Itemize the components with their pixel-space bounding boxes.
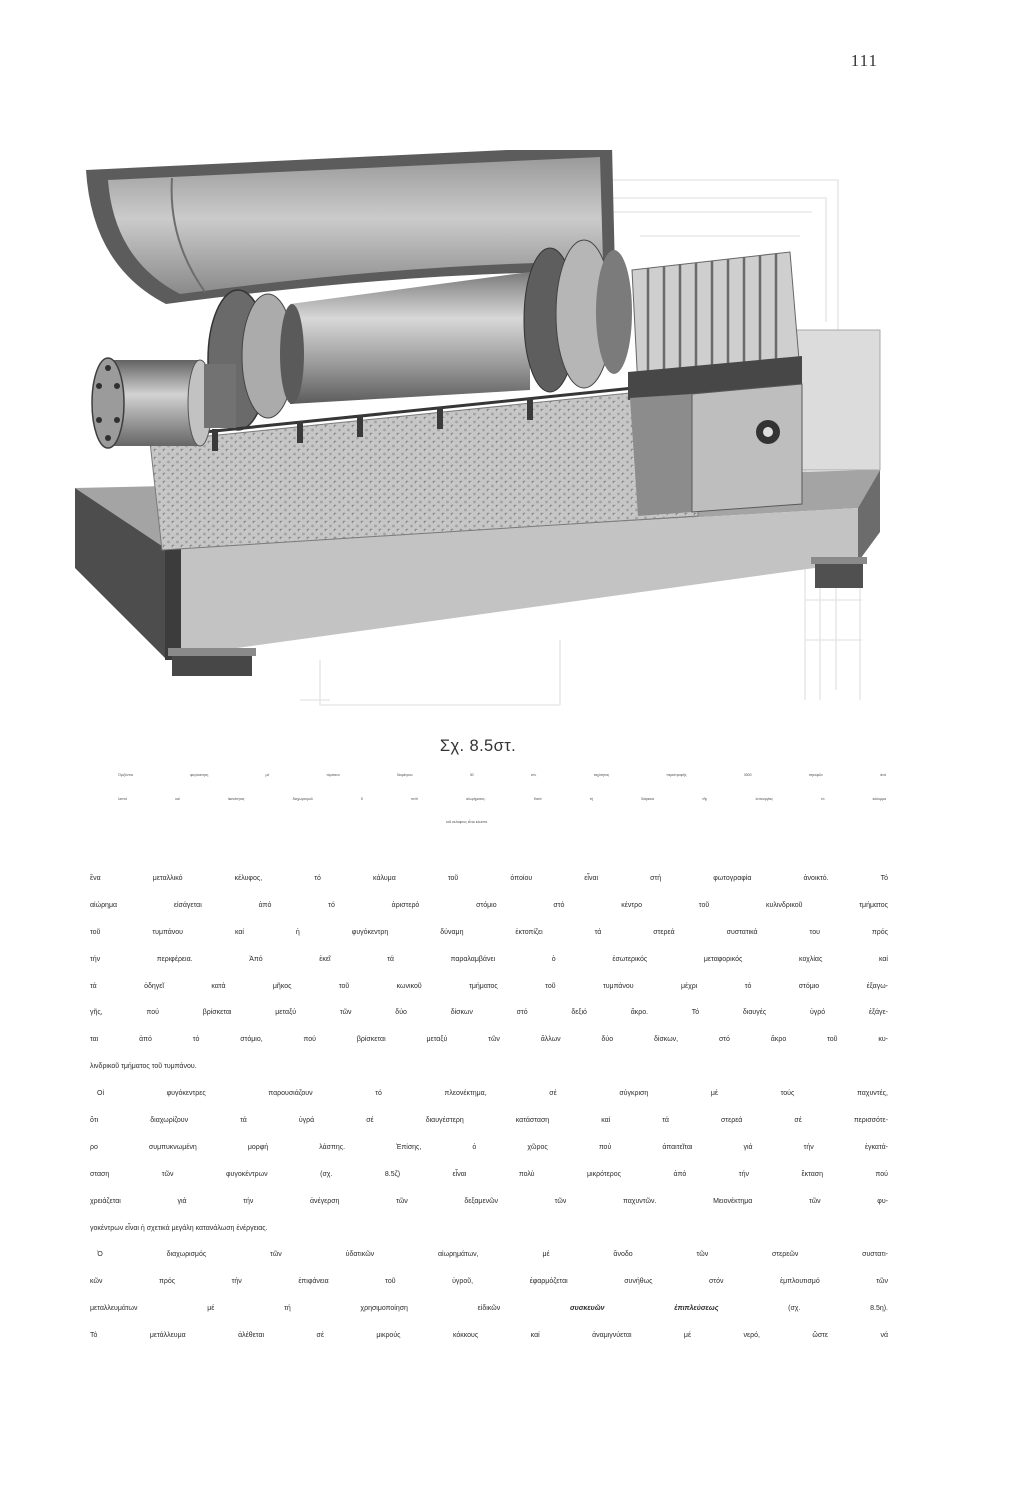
foot-left: [172, 654, 252, 676]
flange-bolt: [105, 435, 111, 441]
right-disc-inner: [596, 250, 632, 374]
body-line: Ὁ διαχωρισμός τῶν ὑδατικῶν αἰωρημάτων, μέ ἄνοδο τῶν στερεῶν συστατι-: [97, 1251, 888, 1259]
rail-clip: [437, 407, 443, 429]
base-left-column: [165, 548, 181, 660]
inlet-flange: [92, 358, 124, 448]
body-text: [90, 866, 888, 1350]
foot-right-pad: [811, 557, 867, 564]
paragraph: [90, 866, 888, 1081]
flange-bolt: [96, 383, 102, 389]
rail-clip: [212, 429, 218, 451]
bleed-through-lower: [300, 640, 560, 705]
figure-photo: [70, 150, 885, 710]
flange-bolt: [114, 417, 120, 423]
body-line: σταση τῶν φυγοκέντρων (σχ. 8.5ζ) εἶναι πολύ μικρότερος ἀπό τήν ἔκταση πού: [90, 1170, 888, 1178]
gearbox-port-center: [763, 427, 773, 437]
figure-caption: [118, 764, 886, 835]
body-line: χρειάζεται γιά τήν ἀνέγερση τῶν δεξαμενῶν τῶν παχυντῶν. Μειονέκτημα τῶν φυ-: [90, 1197, 888, 1205]
flange-bolt: [96, 417, 102, 423]
inlet-hub: [204, 364, 236, 428]
body-line: [90, 1296, 888, 1323]
body-line-text: (σχ. 8.5η).: [718, 1305, 889, 1313]
body-line: τήν περιφέρεια. Ἀπό ἐκεῖ τά παραλαμβάνει ὁ ἐσωτερικός μεταφορικός κοχλίας καί: [90, 955, 888, 963]
body-line: Τό μετάλλευμα ἀλέθεται σέ μικρούς κόκκους καί ἀναμιγνύεται μέ νερό, ὥστε νά: [90, 1332, 888, 1340]
body-line: Οἱ φυγόκεντρες παρουσιάζουν τό πλεονέκτημα, σέ σύγκριση μέ τούς παχυντές,: [97, 1090, 888, 1098]
flange-bolt: [105, 365, 111, 371]
body-line: ρο συμπυκνωμένη μορφή λάσπης. Ἐπίσης, ὁ χῶρος πού ἀπαιτεῖται γιά τήν ἐγκατά-: [90, 1143, 888, 1151]
rail-clip: [357, 415, 363, 437]
body-line-text: μεταλλευμάτων μέ τή χρησιμοποίηση εἰδικῶν: [90, 1305, 570, 1313]
body-line: ται ἀπό τό στόμιο, πού βρίσκεται μεταξύ τῶν ἄλλων δύο δίσκων, στό ἄκρο τοῦ κυ-: [90, 1036, 888, 1044]
body-line: γῆς, πού βρίσκεται μεταξύ τῶν δύο δίσκων στό δεξιό ἄκρο. Τό διαυγές ὑγρό ἐξάγε-: [90, 1009, 888, 1017]
rail-clip: [527, 398, 533, 420]
paragraph: [90, 1242, 888, 1350]
caption-line: λεπτό καί ἱκανότητας διαχωρισμοῦ 5 m³/h αἰωρήματος. Κατά τή διάρκεια τῆς λειτουργίας τό κάλυμμα: [118, 796, 886, 801]
paragraph: [90, 1081, 888, 1242]
caption-line: Ὁριζόντια φυγόκεντρη μέ τύμπανο διαμέτρου 30 cm, ταχύτητας περιστροφῆς 3000 στροφῶν ἀνά: [118, 773, 886, 777]
foot-left-pad: [168, 648, 256, 656]
body-line: γοκέντρων εἶναι ἡ σχετικά μεγάλη κατανάλωση ἐνέργειας.: [90, 1224, 268, 1232]
bowl-hub-left: [280, 304, 304, 404]
body-line: τά ὁδηγεῖ κατά μῆκος τοῦ κωνικοῦ τμήματος τοῦ τυμπάνου μέχρι τό στόμιο ἐξαγω-: [90, 982, 888, 990]
bowl-body: [290, 272, 530, 404]
body-line: αἰώρημα εἰσάγεται ἀπό τό ἀριστερό στόμιο στό κέντρο τοῦ κυλινδρικοῦ τμήματος: [90, 901, 888, 909]
emphasized-term: συσκευῶν ἐπιπλεύσεως: [569, 1305, 719, 1313]
body-line: λινδρικοῦ τμήματος τοῦ τυμπάνου.: [90, 1063, 197, 1071]
caption-line: τοῦ κελύφους εἶναι κλειστό.: [445, 820, 488, 824]
gearbox-side: [630, 394, 692, 516]
flange-bolt: [114, 383, 120, 389]
foot-right: [815, 562, 863, 588]
page-number: 111: [850, 51, 878, 70]
body-line: ἕνα μεταλλικό κέλυφος, τό κάλυμα τοῦ ὁποίου εἶναι στή φωτογραφία ἀνοικτό. Τό: [90, 875, 888, 882]
figure-label: Σχ. 8.5στ.: [439, 737, 517, 755]
body-line: κῶν πρός τήν ἐπιφάνεια τοῦ ὑγροῦ, ἐφαρμόζεται συνήθως στόν ἐμπλουτισμό τῶν: [90, 1278, 888, 1286]
body-line: τοῦ τυμπάνου καί ἡ φυγόκεντρη δύναμη ἐκτοπίζει τά στερεά συστατικά του πρός: [90, 928, 888, 936]
gearbox-front-face: [692, 384, 802, 512]
body-line: ὅτι διαχωρίζουν τά ὑγρά σέ διαυγέστερη κατάσταση καί τά στερεά σέ περισσότε-: [90, 1117, 888, 1125]
rail-clip: [297, 421, 303, 443]
